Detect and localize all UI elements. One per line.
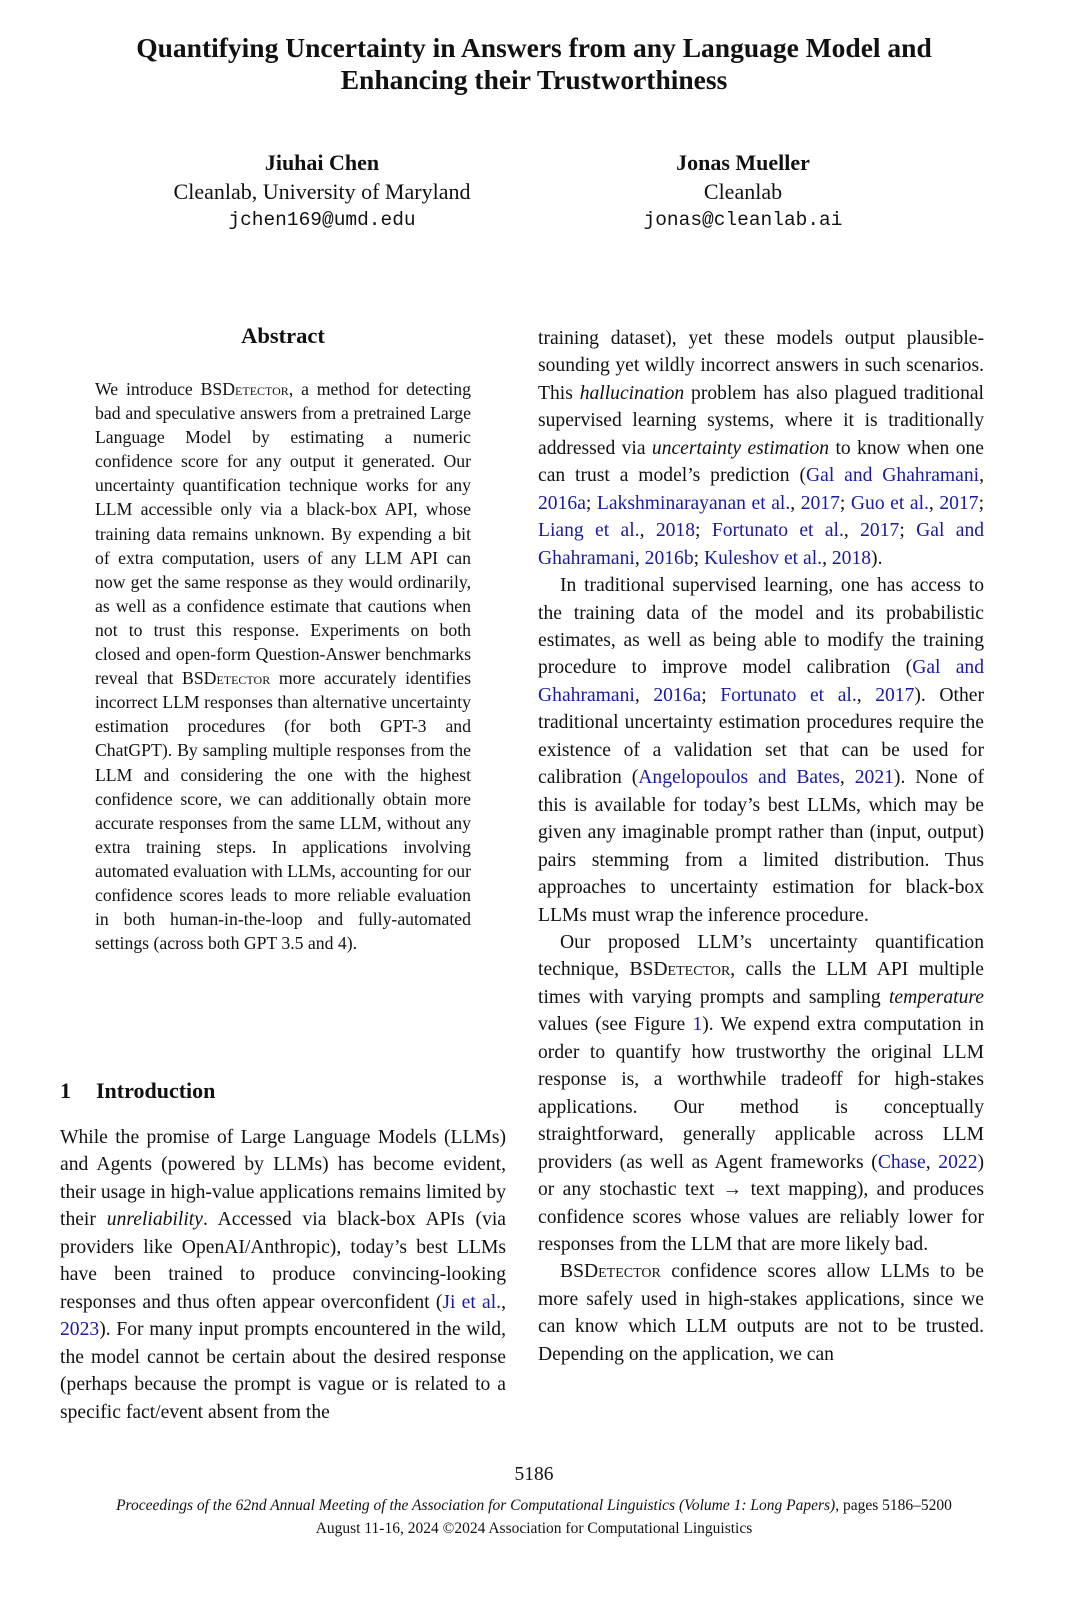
abstract-text: We introduce xyxy=(95,379,201,399)
title-line-2: Enhancing their Trustworthiness xyxy=(340,64,728,95)
section-heading-introduction xyxy=(60,1078,215,1104)
body-text: In traditional supervised learning, one has access to the training data of the model and its probabilistic estimates, as well as being able to modify the training procedure to improve model calibration ( xyxy=(538,575,984,679)
citation-link[interactable]: 2018 xyxy=(655,520,696,542)
body-text: , calls the LLM API multiple times with varying prompts and sampling xyxy=(538,959,985,1008)
citation-link[interactable]: 2016a xyxy=(653,684,702,706)
body-text: values (see Figure xyxy=(538,1014,693,1036)
body-text: confidence scores allow LLMs to be more safely used in high-stakes applications, since we can know which LLM outputs are not to be trusted. Depending on the application, we can xyxy=(538,1261,984,1365)
author-block-2 xyxy=(533,148,953,235)
citation-link[interactable]: Gal and Ghahramani xyxy=(805,465,980,487)
citation-link[interactable]: 2023 xyxy=(60,1319,100,1341)
citation-link[interactable]: 2017 xyxy=(875,684,915,706)
abstract-body xyxy=(95,377,471,955)
body-text: Our proposed LLM’s uncertainty quantification technique, xyxy=(538,931,984,981)
emphasis-text: unreliability xyxy=(106,1209,203,1231)
abstract-heading: Abstract xyxy=(241,323,325,348)
venue-name: Proceedings of the 62nd Annual Meeting of the Association for Computational Linguistics (Volume 1: Long Papers) xyxy=(116,1497,836,1514)
citation-link[interactable]: Fortunato et al. xyxy=(711,520,844,542)
citation-link[interactable]: 2018 xyxy=(831,547,872,569)
citation-link[interactable]: Kuleshov et al. xyxy=(703,547,823,569)
citation-link[interactable]: Chase xyxy=(877,1151,926,1173)
author-email[interactable]: jonas@cleanlab.ai xyxy=(643,209,843,231)
citation-link[interactable]: Guo et al. xyxy=(850,492,929,514)
title-line-1: Quantifying Uncertainty in Answers from any Language Model and xyxy=(136,32,932,63)
method-name: BSDetector xyxy=(182,668,271,689)
body-paragraph: training dataset), yet these models output plausible-sounding yet wildly incorrect answers in such scenarios. This hallucination problem has also plagued traditional supervised learning systems, where it is traditionally addressed via uncertainty estimation to know when one can trust a model’s prediction (Gal and Ghahramani, 2016a; Lakshminarayanan et al., 2017; Guo et al., 2017; Liang et al., 2018; Fortunato et al., 2017; Gal and Ghahramani, 2016b; Kuleshov et al., 2018). xyxy=(538,328,985,569)
body-text: problem has also plagued traditional supervised learning systems, where it is traditionally addressed via xyxy=(538,382,985,459)
author-name: Jonas Mueller xyxy=(676,150,810,175)
emphasis-text: temperature xyxy=(888,986,984,1008)
page-range: , pages 5186–5200 xyxy=(835,1497,952,1514)
citation-link[interactable]: Liang et al. xyxy=(538,520,640,542)
citation-link[interactable]: Fortunato et al. xyxy=(720,684,857,706)
body-text: . Accessed via black-box APIs (via providers like OpenAI/Anthropic), today’s best LLMs have been trained to produce convincing-looking responses and thus often appear overconfident ( xyxy=(60,1209,507,1313)
body-paragraph xyxy=(538,1258,984,1368)
author-email[interactable]: jchen169@umd.edu xyxy=(228,209,416,231)
body-text: ) or any stochastic text → text mapping), and produces confidence scores whose values are reliably lower for responses from the LLM that are more likely bad. xyxy=(538,1151,985,1255)
paper-title xyxy=(60,32,1008,96)
intro-paragraph: While the promise of Large Language Models (LLMs) and Agents (powered by LLMs) has become evident, their usage in high-value applications remains limited by their unreliability. Accessed via black-box APIs (via providers like OpenAI/Anthropic), today’s best LLMs have been trained to produce convincing-looking responses and thus often appear overconfident (Ji et al., 2023). For many input prompts encountered in the wild, the model cannot be certain about the desired response (perhaps because the prompt is vague or is related to a specific fact/event absent from the xyxy=(60,1127,507,1423)
body-paragraph: In traditional supervised learning, one has access to the training data of the model and its probabilistic estimates, as well as being able to modify the training procedure to improve model calibration (Gal and Ghahramani, 2016a; Fortunato et al., 2017). Other traditional uncertainty estimation procedures require the existence of a validation set that can be used for calibration (Angelopoulos and Bates, 2021). None of this is available for today’s best LLMs, which may be given any imaginable prompt rather than (input, output) pairs stemming from a limited distribution. Thus approaches to uncertainty estimation for black-box LLMs must wrap the inference procedure. xyxy=(538,575,984,926)
author-block-1 xyxy=(112,148,532,235)
emphasis-text: hallucination xyxy=(579,382,685,404)
citation-link[interactable]: 2016b xyxy=(644,547,694,569)
right-column xyxy=(538,325,984,1368)
citation-link[interactable]: Gal and Ghahramani xyxy=(538,657,984,706)
citation-link[interactable]: 2017 xyxy=(939,492,979,514)
body-text: ). We expend extra computation in order to quantify how trustworthy the original LLM response is, a worthwhile tradeoff for high-stakes applications. Our method is conceptually straightforward, generally applicable across LLM providers (as well as Agent frameworks ( xyxy=(538,1014,984,1173)
footer-line-1 xyxy=(0,1494,1068,1517)
citation-link[interactable]: 2016a xyxy=(538,492,586,514)
footer-line-2: August 11-16, 2024 ©2024 Association for Computational Linguistics xyxy=(315,1520,753,1537)
author-affiliation: Cleanlab xyxy=(703,179,783,204)
author-name: Jiuhai Chen xyxy=(264,150,380,175)
body-text: to know when one can trust a model’s prediction ( xyxy=(538,437,984,487)
citation-link[interactable]: Ji et al. xyxy=(442,1291,502,1313)
method-name: BSDetector xyxy=(629,959,731,981)
body-text: ). Other traditional uncertainty estimation procedures require the existence of a validation set that can be used for calibration ( xyxy=(538,684,984,789)
citation-link[interactable]: Lakshminarayanan et al. xyxy=(596,492,791,514)
citation-link[interactable]: 2022 xyxy=(938,1151,978,1173)
section-number: 1 xyxy=(60,1078,71,1103)
author-affiliation: Cleanlab, University of Maryland xyxy=(173,179,471,204)
body-text: While the promise of Large Language Models (LLMs) and Agents (powered by LLMs) has become evident, their usage in high-value applications remains limited by their xyxy=(60,1127,506,1231)
body-text: ). For many input prompts encountered in the wild, the model cannot be certain about the desired response (perhaps because the prompt is vague or is related to a specific fact/event absent from the xyxy=(60,1319,506,1423)
figure-reference-link[interactable]: 1 xyxy=(692,1014,703,1036)
citation-link[interactable]: Gal and Ghahramani xyxy=(538,520,985,569)
citation-link[interactable]: 2021 xyxy=(854,767,894,789)
page-footer xyxy=(0,1494,1068,1540)
emphasis-text: uncertainty estimation xyxy=(651,437,830,459)
body-text: ). None of this is available for today’s best LLMs, which may be given any imaginable prompt rather than (input, output) pairs stemming from a limited distribution. Thus approaches to uncertainty estimation for black-box LLMs must wrap the inference procedure. xyxy=(538,767,984,926)
abstract-text: , a method for detecting bad and speculative answers from a pretrained Large Language Model by estimating a numeric confidence score for any output it generated. Our uncertainty quantification technique works for any LLM accessible only via a black-box API, whose training data remains unknown. By expending a bit of extra computation, users of any LLM API can now get the same response as they would ordinarily, as well as a confidence estimate that cautions when not to trust this response. Experiments on both closed and open-form Question-Answer benchmarks reveal that xyxy=(95,379,471,689)
body-paragraph: Our proposed LLM’s uncertainty quantification technique, BSDetector, calls the LLM API multiple times with varying prompts and sampling temperature values (see Figure 1). We expend extra computation in order to quantify how trustworthy the original LLM response is, a worthwhile tradeoff for high-stakes applications. Our method is conceptually straightforward, generally applicable across LLM providers (as well as Agent frameworks (Chase, 2022) or any stochastic text → text mapping), and produces confidence scores whose values are reliably lower for responses from the LLM that are more likely bad. xyxy=(538,931,985,1255)
method-name: BSDetector xyxy=(200,379,289,399)
method-name: BSDetector xyxy=(560,1261,661,1283)
body-text: training dataset), yet these models output plausible-sounding yet wildly incorrect answers in such scenarios. This xyxy=(538,328,984,404)
page-number: 5186 xyxy=(514,1464,554,1485)
section-title: Introduction xyxy=(96,1078,216,1103)
citation-link[interactable]: Angelopoulos and Bates xyxy=(638,767,840,789)
citation-link[interactable]: 2017 xyxy=(860,520,900,542)
abstract-text: more accurately identifies incorrect LLM responses than alternative uncertainty estimation procedures (for both GPT-3 and ChatGPT). By sampling multiple responses from the LLM and considering the one with the highest confidence score, we can additionally obtain more accurate responses from the same LLM, without any extra training steps. In applications involving automated evaluation with LLMs, accounting for our confidence scores leads to more reliable evaluation in both human-in-the-loop and fully-automated settings (across both GPT 3.5 and 4). xyxy=(95,668,471,954)
citation-link[interactable]: 2017 xyxy=(800,492,840,514)
